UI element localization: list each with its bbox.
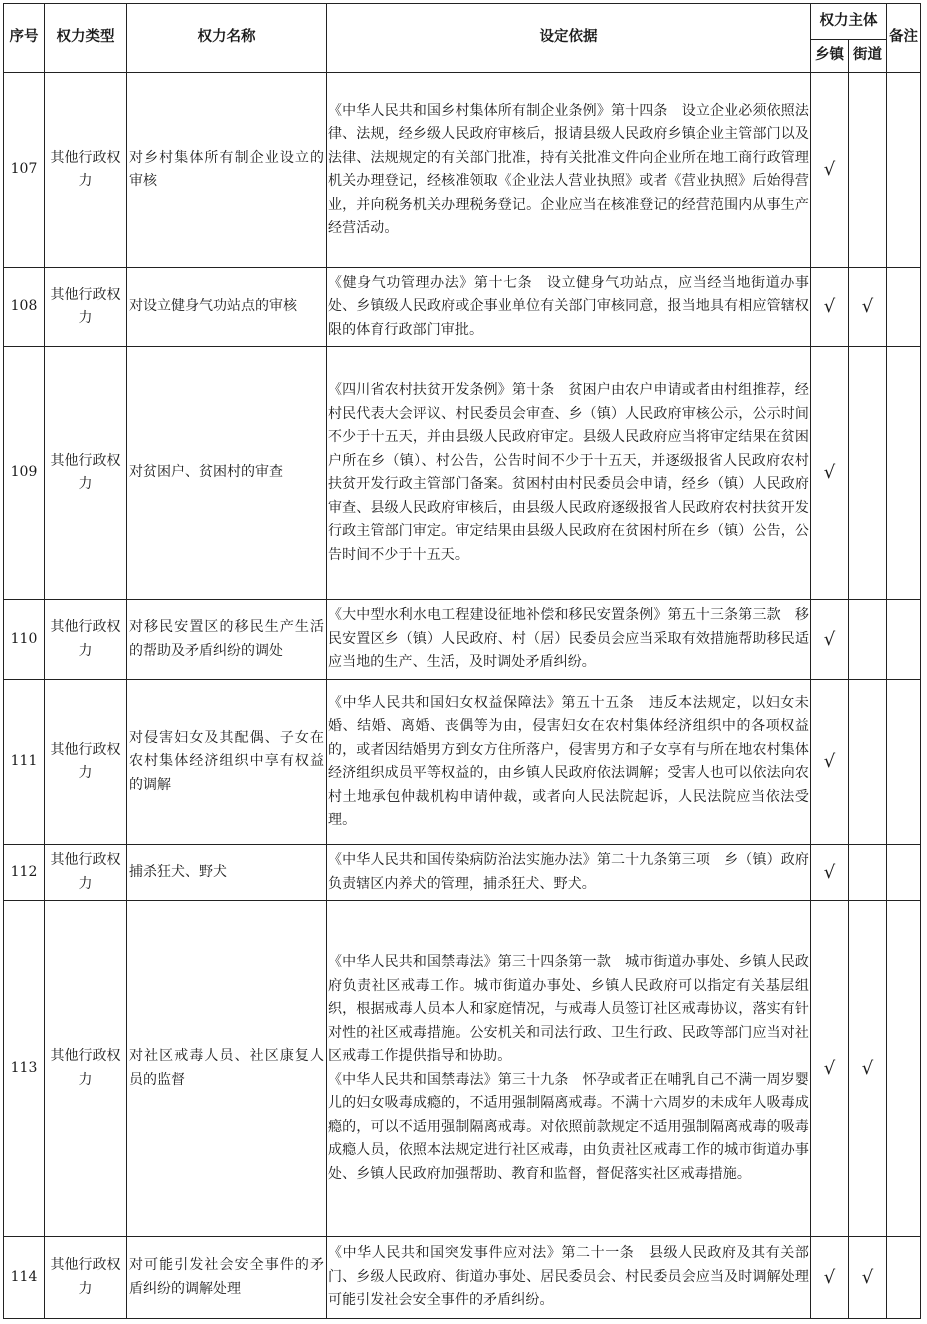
row-town-mark: √ [811, 1237, 849, 1319]
row-basis: 《中华人民共和国乡村集体所有制企业条例》第十四条 设立企业必须依照法律、法规，经乡级人民政府审核后，报请县级人民政府乡镇企业主管部门以及法律、法规规定的有关部门批准，持有关批准文件向企业所在地工商行政管理机关办理登记，经核准领取《企业法人营业执照》或者《营业执照》后始得营业，并向税务机关办理税务登记。企业应当在核准登记的经营范围内从事生产经营活动。 [327, 73, 811, 268]
row-type: 其他行政权力 [45, 680, 127, 845]
table-row [4, 680, 921, 845]
table-row [4, 268, 921, 347]
row-town-mark: √ [811, 268, 849, 347]
header-town: 乡镇 [811, 40, 849, 73]
row-note [887, 268, 921, 347]
row-seq: 113 [4, 901, 45, 1237]
row-name: 捕杀狂犬、野犬 [127, 845, 327, 901]
row-name: 对乡村集体所有制企业设立的审核 [127, 73, 327, 268]
row-type: 其他行政权力 [45, 901, 127, 1237]
row-basis: 《健身气功管理办法》第十七条 设立健身气功站点，应当经当地街道办事处、乡镇级人民政府或企事业单位有关部门审核同意，报当地具有相应管辖权限的体育行政部门审批。 [327, 268, 811, 347]
row-seq: 109 [4, 347, 45, 600]
row-note [887, 901, 921, 1237]
row-seq: 108 [4, 268, 45, 347]
row-type: 其他行政权力 [45, 268, 127, 347]
row-note [887, 1237, 921, 1319]
row-basis: 《四川省农村扶贫开发条例》第十条 贫困户由农户申请或者由村组推荐，经村民代表大会评议、村民委员会审查、乡（镇）人民政府审核公示，公示时间不少于十五天，并由县级人民政府审定。县级人民政府应当将审定结果在贫困户所在乡（镇）、村公告，公告时间不少于十五天，并逐级报省人民政府农村扶贫开发行政主管部门备案。贫困村由村民委员会申请，经乡（镇）人民政府审查、县级人民政府审核后，由县级人民政府逐级报省人民政府农村扶贫开发行政主管部门审定。审定结果由县级人民政府在贫困村所在乡（镇）公告，公告时间不少于十五天。 [327, 347, 811, 600]
row-town-mark: √ [811, 347, 849, 600]
table-row [4, 73, 921, 268]
row-note [887, 600, 921, 680]
row-basis: 《中华人民共和国妇女权益保障法》第五十五条 违反本法规定，以妇女未婚、结婚、离婚、丧偶等为由，侵害妇女在农村集体经济组织中的各项权益的，或者因结婚男方到女方住所落户，侵害男方和子女享有与所在地农村集体经济组织成员平等权益的，由乡镇人民政府依法调解；受害人也可以依法向农村土地承包仲裁机构申请仲裁，或者向人民法院起诉，人民法院应当依法受理。 [327, 680, 811, 845]
row-type: 其他行政权力 [45, 845, 127, 901]
row-name: 对可能引发社会安全事件的矛盾纠纷的调解处理 [127, 1237, 327, 1319]
row-note [887, 347, 921, 600]
header-note: 备注 [887, 4, 921, 73]
row-street-mark: √ [849, 1237, 887, 1319]
header-street: 街道 [849, 40, 887, 73]
row-street-mark: √ [849, 268, 887, 347]
row-name: 对侵害妇女及其配偶、子女在农村集体经济组织中享有权益的调解 [127, 680, 327, 845]
row-street-mark [849, 600, 887, 680]
row-type: 其他行政权力 [45, 600, 127, 680]
row-note [887, 845, 921, 901]
power-list-table [3, 3, 921, 1319]
row-town-mark: √ [811, 73, 849, 268]
row-basis: 《中华人民共和国传染病防治法实施办法》第二十九条第三项 乡（镇）政府负责辖区内养犬的管理，捕杀狂犬、野犬。 [327, 845, 811, 901]
row-street-mark [849, 845, 887, 901]
row-name: 对社区戒毒人员、社区康复人员的监督 [127, 901, 327, 1237]
table-row [4, 845, 921, 901]
row-seq: 110 [4, 600, 45, 680]
table-row [4, 347, 921, 600]
row-basis: 《大中型水利水电工程建设征地补偿和移民安置条例》第五十三条第三款 移民安置区乡（镇）人民政府、村（居）民委员会应当采取有效措施帮助移民适应当地的生产、生活，及时调处矛盾纠纷。 [327, 600, 811, 680]
row-street-mark [849, 680, 887, 845]
row-street-mark: √ [849, 901, 887, 1237]
row-seq: 107 [4, 73, 45, 268]
row-town-mark: √ [811, 901, 849, 1237]
row-name: 对移民安置区的移民生产生活的帮助及矛盾纠纷的调处 [127, 600, 327, 680]
row-street-mark [849, 347, 887, 600]
row-note [887, 73, 921, 268]
header-subject: 权力主体 [811, 4, 887, 40]
header-type: 权力类型 [45, 4, 127, 73]
table-row [4, 600, 921, 680]
row-name: 对贫困户、贫困村的审查 [127, 347, 327, 600]
row-type: 其他行政权力 [45, 347, 127, 600]
row-town-mark: √ [811, 680, 849, 845]
row-town-mark: √ [811, 600, 849, 680]
row-basis: 《中华人民共和国突发事件应对法》第二十一条 县级人民政府及其有关部门、乡级人民政府、街道办事处、居民委员会、村民委员会应当及时调解处理可能引发社会安全事件的矛盾纠纷。 [327, 1237, 811, 1319]
table-row [4, 1237, 921, 1319]
header-name: 权力名称 [127, 4, 327, 73]
row-basis: 《中华人民共和国禁毒法》第三十四条第一款 城市街道办事处、乡镇人民政府负责社区戒毒工作。城市街道办事处、乡镇人民政府可以指定有关基层组织，根据戒毒人员本人和家庭情况，与戒毒人员签订社区戒毒协议，落实有针对性的社区戒毒措施。公安机关和司法行政、卫生行政、民政等部门应当对社区戒毒工作提供指导和协助。 《中华人民共和国禁毒法》第三十九条 怀孕或者正在哺乳自己不满一周岁婴儿的妇女吸毒成瘾的，不适用强制隔离戒毒。不满十六周岁的未成年人吸毒成瘾的，可以不适用强制隔离戒毒。对依照前款规定不适用强制隔离戒毒的吸毒成瘾人员，依照本法规定进行社区戒毒，由负责社区戒毒工作的城市街道办事处、乡镇人民政府加强帮助、教育和监督，督促落实社区戒毒措施。 [327, 901, 811, 1237]
row-seq: 114 [4, 1237, 45, 1319]
row-type: 其他行政权力 [45, 1237, 127, 1319]
header-basis: 设定依据 [327, 4, 811, 73]
table-row [4, 901, 921, 1237]
row-street-mark [849, 73, 887, 268]
row-seq: 111 [4, 680, 45, 845]
row-town-mark: √ [811, 845, 849, 901]
row-seq: 112 [4, 845, 45, 901]
row-type: 其他行政权力 [45, 73, 127, 268]
row-note [887, 680, 921, 845]
header-seq: 序号 [4, 4, 45, 73]
row-name: 对设立健身气功站点的审核 [127, 268, 327, 347]
